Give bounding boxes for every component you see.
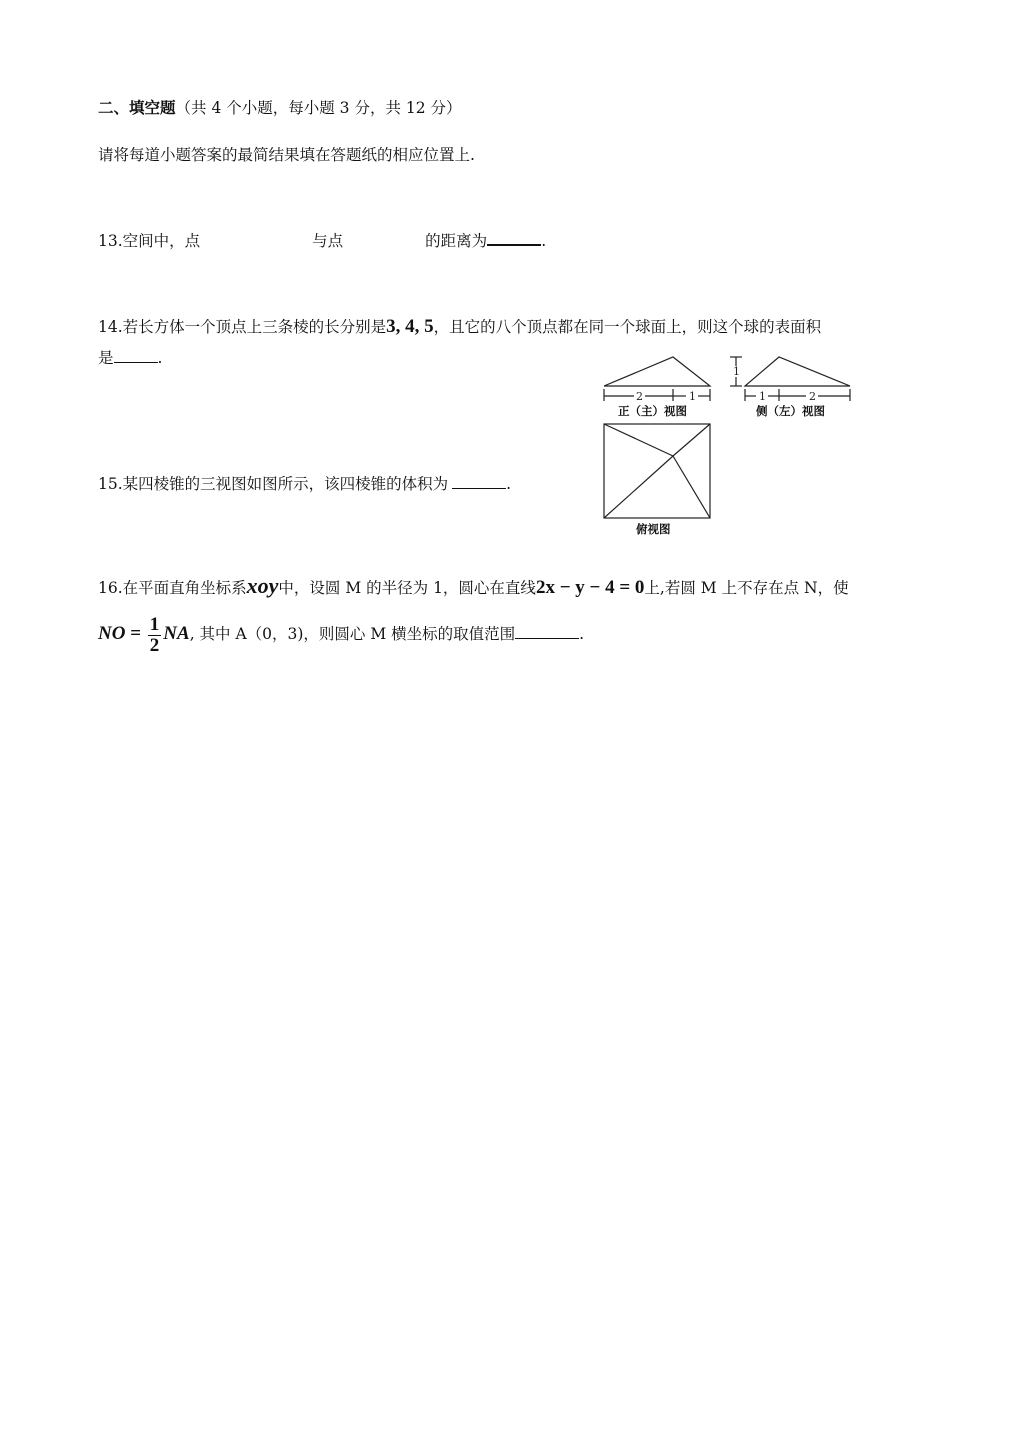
q16-na: NA: [163, 623, 190, 644]
q14-text-3: 是: [98, 349, 114, 367]
question-14-line2: [98, 348, 162, 368]
height-dim-1: 1: [733, 365, 740, 378]
section-scoring: （共 4 个小题，每小题 3 分，共 12 分）: [175, 99, 462, 117]
q14-period: .: [157, 349, 163, 367]
q13-answer-blank[interactable]: [487, 230, 541, 246]
side-dim-2: 2: [809, 390, 816, 403]
side-dim-1: 1: [759, 390, 766, 403]
top-view-label: 俯视图: [636, 522, 671, 536]
question-13: [98, 230, 546, 251]
q13-period: .: [541, 232, 547, 250]
q16-text-4: , 其中 A（0，3)，则圆心 M 横坐标的取值范围: [189, 625, 516, 643]
q16-no: NO: [98, 623, 126, 644]
side-view-triangle: [745, 357, 850, 386]
question-14: [98, 317, 821, 337]
section-title: 二、填空题: [98, 98, 176, 117]
side-view-label: 侧（左）视图: [756, 404, 825, 418]
question-15: [98, 474, 511, 494]
three-view-figure: [596, 352, 868, 540]
q14-text-1: 14.若长方体一个顶点上三条棱的长分别是: [98, 318, 387, 336]
q13-text-2: 与点: [312, 232, 344, 250]
q16-line-equation: 2x − y − 4 = 0: [535, 577, 645, 598]
q14-answer-blank[interactable]: [114, 348, 158, 363]
q16-answer-blank[interactable]: [515, 624, 579, 639]
section-heading: [98, 98, 462, 118]
q16-frac-num: 1: [149, 613, 160, 635]
q14-edge-lengths: 3, 4, 5: [386, 316, 434, 337]
question-16: [98, 573, 849, 598]
front-view-triangle: [604, 357, 710, 386]
front-dim-2: 2: [636, 390, 643, 403]
q16-text-2: 中，设圆 M 的半径为 1，圆心在直线: [278, 579, 536, 597]
q16-text-1: 16.在平面直角坐标系: [98, 579, 247, 597]
q15-text: 15.某四棱锥的三视图如图所示，该四棱锥的体积为: [98, 475, 449, 493]
q16-text-3: 上,若圆 M 上不存在点 N，使: [644, 579, 849, 597]
q15-answer-blank[interactable]: [452, 474, 506, 489]
q15-period: .: [506, 475, 512, 493]
q16-equals: =: [125, 623, 146, 644]
q14-text-2: ，且它的八个顶点都在同一个球面上，则这个球的表面积: [433, 318, 822, 336]
q16-fraction: [148, 615, 162, 656]
section-instruction: 请将每道小题答案的最简结果填在答题纸的相应位置上.: [98, 146, 475, 164]
q16-frac-den: 2: [149, 634, 160, 656]
q16-period: .: [579, 625, 585, 643]
q13-text-3: 的距离为: [425, 232, 488, 250]
question-16-line2: [98, 612, 584, 656]
front-dim-1: 1: [689, 390, 696, 403]
q16-xoy: xoy: [246, 573, 279, 598]
front-view-label: 正（主）视图: [618, 404, 687, 418]
q13-text-1: 13.空间中，点: [98, 232, 201, 250]
